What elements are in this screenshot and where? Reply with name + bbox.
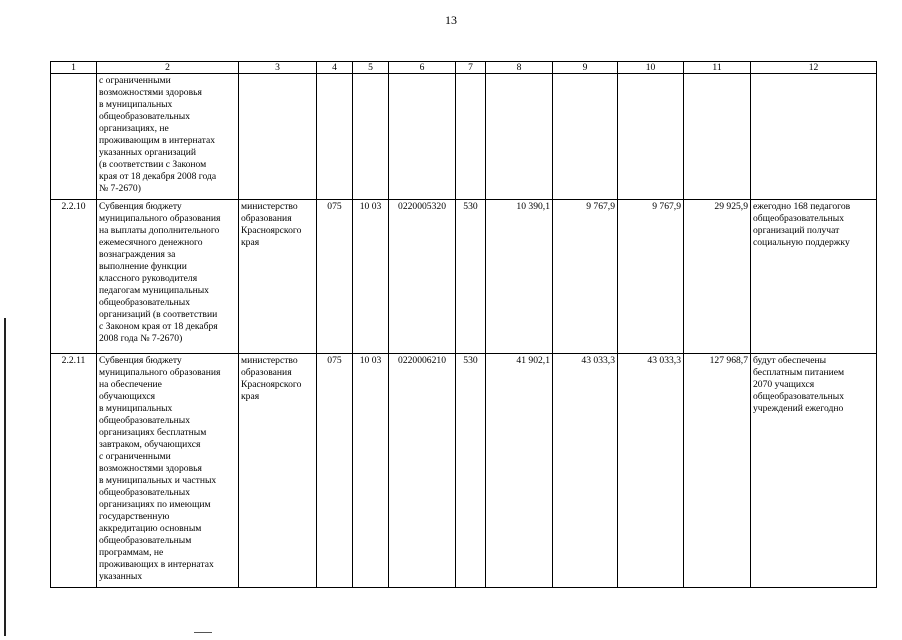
cell-amount-total xyxy=(684,74,751,200)
cell-line: с ограниченными xyxy=(99,451,171,462)
cell-amount-total: 127 968,7 xyxy=(684,354,751,588)
cell-gryadbs-code: 075 xyxy=(317,354,353,588)
cell-line: завтраком, обучающихся xyxy=(99,439,201,450)
cell-line: вознаграждения за xyxy=(99,249,176,260)
cell-amount-year-3: 9 767,9 xyxy=(618,200,684,354)
cell-line: общеобразовательных xyxy=(99,297,190,308)
cell-line: ежемесячного денежного xyxy=(99,237,203,248)
cell-line: образования xyxy=(241,213,292,224)
cell-administrator xyxy=(239,354,317,588)
cell-line: общеобразовательных xyxy=(99,111,190,122)
cell-expected-result xyxy=(751,200,877,354)
cell-line: указанных xyxy=(99,571,143,582)
cell-section-code xyxy=(353,74,389,200)
column-header: 9 xyxy=(553,62,618,74)
cell-expected-result xyxy=(751,354,877,588)
cell-line: организаций получат xyxy=(753,225,840,236)
column-header: 4 xyxy=(317,62,353,74)
cell-line: общеобразовательных xyxy=(99,415,190,426)
cell-gryadbs-code: 075 xyxy=(317,200,353,354)
cell-line: организаций (в соответствии xyxy=(99,309,218,320)
cell-target-article-code: 0220006210 xyxy=(389,354,456,588)
column-header: 5 xyxy=(353,62,389,74)
cell-line: 2070 учащихся xyxy=(753,379,815,390)
cell-line: Красноярского xyxy=(241,225,302,236)
column-header: 6 xyxy=(389,62,456,74)
cell-amount-year-1: 10 390,1 xyxy=(486,200,553,354)
column-header: 3 xyxy=(239,62,317,74)
cell-line: социальную поддержку xyxy=(753,237,850,248)
cell-line: педагогам муниципальных xyxy=(99,285,209,296)
cell-expected-result xyxy=(751,74,877,200)
cell-target-article-code xyxy=(389,74,456,200)
cell-line: проживающим в интернатах xyxy=(99,135,216,146)
table-row xyxy=(51,200,877,354)
cell-line: проживающих в интернатах xyxy=(99,559,214,570)
budget-table xyxy=(50,61,877,588)
cell-line: будут обеспечены xyxy=(753,355,827,366)
cell-row-number: 2.2.10 xyxy=(51,200,97,354)
cell-line: бесплатным питанием xyxy=(753,367,845,378)
cell-line: в муниципальных xyxy=(99,403,173,414)
cell-line: образования xyxy=(241,367,292,378)
cell-line: общеобразовательных xyxy=(753,391,844,402)
cell-line: возможностями здоровья xyxy=(99,87,202,98)
margin-line xyxy=(4,318,6,636)
cell-line: (в соответствии с Законом xyxy=(99,159,207,170)
cell-line: края xyxy=(241,391,260,402)
cell-line: общеобразовательных xyxy=(753,213,844,224)
cell-line: ежегодно 168 педагогов xyxy=(753,201,851,212)
cell-line: аккредитацию основным xyxy=(99,523,202,534)
cell-line: муниципального образования xyxy=(99,213,221,224)
cell-line: муниципального образования xyxy=(99,367,221,378)
cell-line: края от 18 декабря 2008 года xyxy=(99,171,217,182)
cell-line: выполнение функции xyxy=(99,261,187,272)
cell-amount-total: 29 925,9 xyxy=(684,200,751,354)
cell-description xyxy=(97,74,239,200)
cell-amount-year-2: 9 767,9 xyxy=(553,200,618,354)
cell-line: Красноярского xyxy=(241,379,302,390)
cell-expense-type-code: 530 xyxy=(456,200,486,354)
cell-line: организациях, не xyxy=(99,123,169,134)
cell-expense-type-code: 530 xyxy=(456,354,486,588)
footer-dash xyxy=(194,632,212,633)
cell-line: с Законом края от 18 декабря xyxy=(99,321,218,332)
cell-amount-year-3: 43 033,3 xyxy=(618,354,684,588)
table-header-row xyxy=(51,62,877,74)
column-header: 7 xyxy=(456,62,486,74)
cell-line: 2008 года № 7-2670) xyxy=(99,333,183,344)
cell-line: организациях по имеющим xyxy=(99,499,211,510)
cell-expense-type-code xyxy=(456,74,486,200)
column-header: 8 xyxy=(486,62,553,74)
cell-line: Субвенция бюджету xyxy=(99,201,182,212)
cell-line: указанных организаций xyxy=(99,147,197,158)
cell-line: министерство xyxy=(241,201,298,212)
cell-section-code: 10 03 xyxy=(353,200,389,354)
cell-target-article-code: 0220005320 xyxy=(389,200,456,354)
cell-line: общеобразовательным xyxy=(99,535,192,546)
cell-line: края xyxy=(241,237,260,248)
cell-administrator xyxy=(239,74,317,200)
cell-line: общеобразовательных xyxy=(99,487,190,498)
cell-line: министерство xyxy=(241,355,298,366)
cell-section-code: 10 03 xyxy=(353,354,389,588)
cell-line: классного руководителя xyxy=(99,273,198,284)
cell-line: обучающихся xyxy=(99,391,156,402)
cell-line: в муниципальных xyxy=(99,99,173,110)
column-header: 11 xyxy=(684,62,751,74)
column-header: 12 xyxy=(751,62,877,74)
cell-line: на выплаты дополнительного xyxy=(99,225,220,236)
cell-amount-year-1 xyxy=(486,74,553,200)
cell-line: на обеспечение xyxy=(99,379,162,390)
cell-row-number xyxy=(51,74,97,200)
cell-line: с ограниченными xyxy=(99,75,171,86)
cell-line: возможностями здоровья xyxy=(99,463,202,474)
cell-amount-year-3 xyxy=(618,74,684,200)
cell-description xyxy=(97,200,239,354)
cell-amount-year-2: 43 033,3 xyxy=(553,354,618,588)
cell-administrator xyxy=(239,200,317,354)
cell-line: программам, не xyxy=(99,547,164,558)
cell-gryadbs-code xyxy=(317,74,353,200)
table-row xyxy=(51,354,877,588)
cell-line: государственную xyxy=(99,511,170,522)
cell-line: в муниципальных и частных xyxy=(99,475,217,486)
cell-description xyxy=(97,354,239,588)
cell-line: учреждений ежегодно xyxy=(753,403,844,414)
column-header: 2 xyxy=(97,62,239,74)
table-row xyxy=(51,74,877,200)
cell-line: Субвенция бюджету xyxy=(99,355,182,366)
cell-line: организациях бесплатным xyxy=(99,427,207,438)
page-number: 13 xyxy=(445,13,457,27)
cell-amount-year-2 xyxy=(553,74,618,200)
cell-row-number: 2.2.11 xyxy=(51,354,97,588)
column-header: 1 xyxy=(51,62,97,74)
cell-line: № 7-2670) xyxy=(99,183,141,194)
cell-amount-year-1: 41 902,1 xyxy=(486,354,553,588)
column-header: 10 xyxy=(618,62,684,74)
